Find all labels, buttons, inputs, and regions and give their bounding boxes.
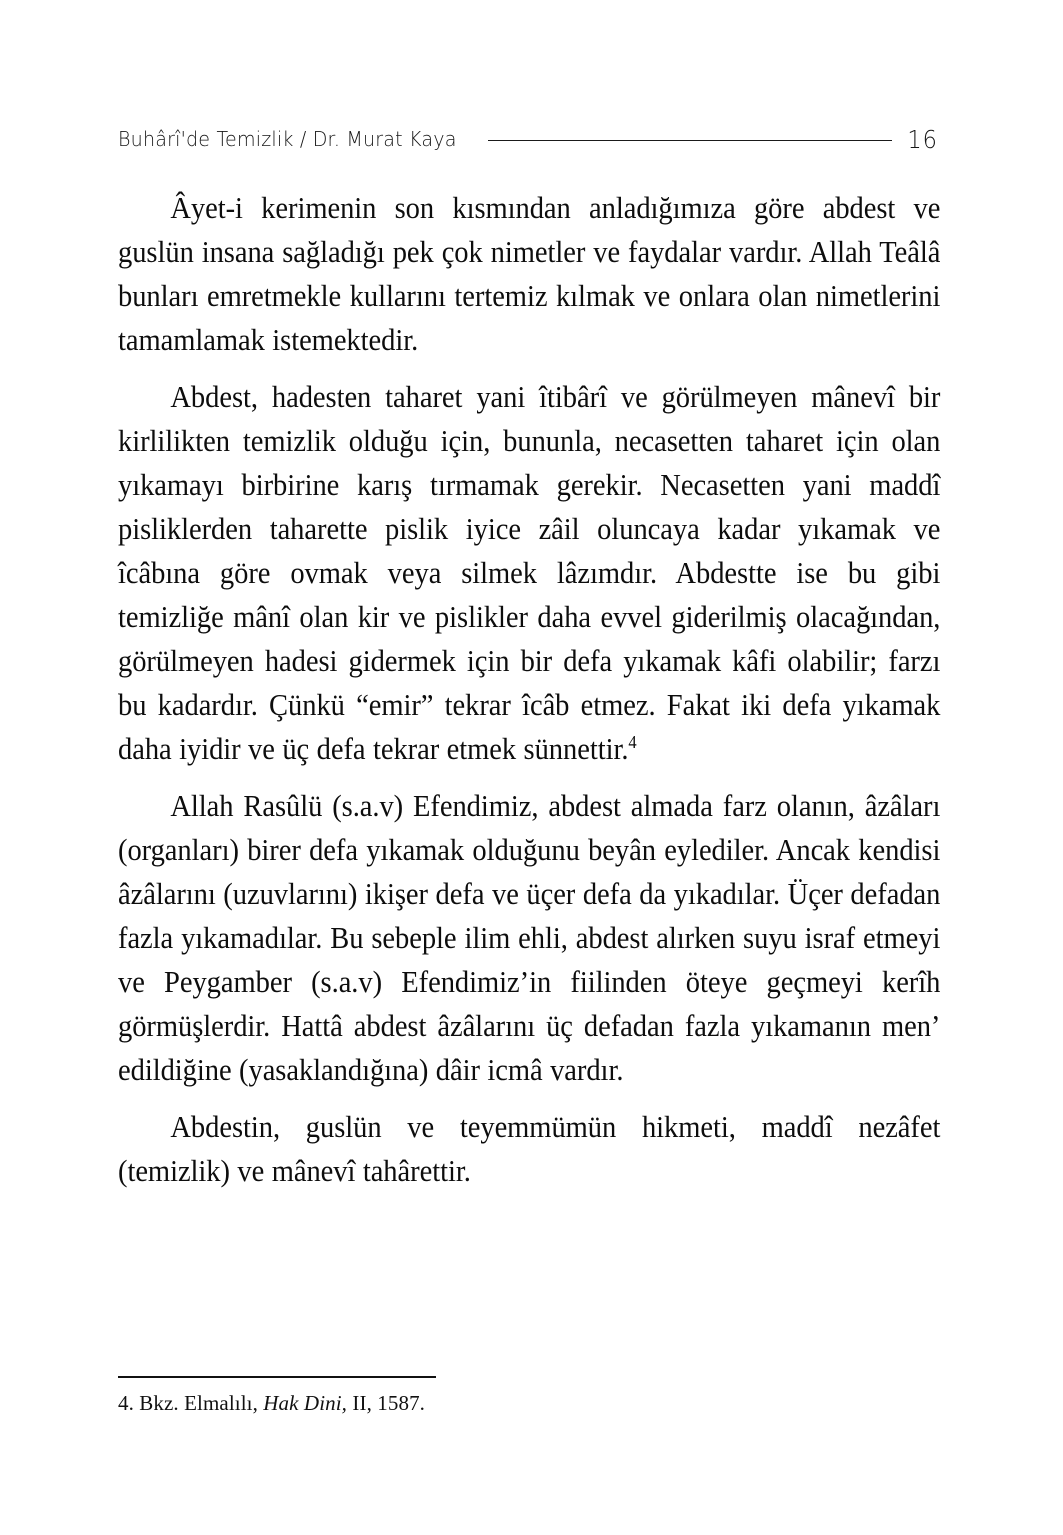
footnote-area bbox=[118, 1376, 940, 1417]
paragraph-3 bbox=[118, 784, 940, 1092]
footnote-suffix: II, 1587. bbox=[347, 1391, 426, 1415]
footnote-prefix: 4. Bkz. Elmalılı, bbox=[118, 1391, 264, 1415]
footnote-source-title: Hak Dini, bbox=[263, 1391, 348, 1415]
paragraph-3-text: Allah Rasûlü (s.a.v) Efendimiz, abdest almada farz olanın, âzâları (organları) birer defa yıkamak olduğunu beyân eylediler. Ancak kendisi âzâlarını (uzuvlarını) ikişer defa ve üçer defa da yıkadılar. Üçer defadan fazla yıkamadılar. Bu sebeple ilim ehli, abdest alırken suyu israf etmeyi ve Peygamber (s.a.v) Efendimiz’in fiilinden öteye geçmeyi kerîh görmüşlerdir. Hattâ abdest âzâlarını üç defadan fazla yıkamanın men’ edildiğine (yasaklandığına) dâir icmâ vardır. bbox=[118, 789, 941, 1087]
paragraph-2-text: Abdest, hadesten taharet yani îtibârî ve görülmeyen mânevî bir kirlilikten temizlik olduğu için, bununla, necasetten taharet için olan yıkamayı birbirine karış tırmamak gerekir. Necasetten yani maddî pisliklerden taharette pislik iyice zâil oluncaya kadar yıkamak ve îcâbına göre ovmak veya silmek lâzımdır. Abdestte ise bu gibi temizliğe mânî olan kir ve pislikler daha evvel giderilmiş olacağından, görülmeyen hadesi gidermek için bir defa yıkamak kâfi olabilir; farzı bu kadardır. Çünkü “emir” tekrar îcâb etmez. Fakat iki defa yıkamak daha iyidir ve üç defa tekrar etmek sünnettir. bbox=[118, 380, 941, 766]
running-head-rule bbox=[488, 140, 892, 141]
footnote-entry-4 bbox=[118, 1390, 940, 1417]
running-head-title: Buhârî'de Temizlik / Dr. Murat Kaya bbox=[118, 126, 457, 151]
paragraph-1 bbox=[118, 186, 940, 362]
paragraph-4 bbox=[118, 1105, 940, 1193]
footnote-separator-rule bbox=[118, 1376, 436, 1378]
footnote-marker-4: 4 bbox=[628, 731, 637, 752]
paragraph-2 bbox=[118, 375, 940, 771]
paragraph-4-text: Abdestin, guslün ve teyemmümün hikmeti, maddî nezâfet (temizlik) ve mânevî tahârettir. bbox=[118, 1110, 941, 1188]
paragraph-1-text: Âyet-i kerimenin son kısmından anladığımıza göre abdest ve guslün insana sağladığı pek çok nimetler ve faydalar vardır. Allah Teâlâ bunları emretmekle kullarını tertemiz kılmak ve onlara olan nimetlerini tamamlamak istemektedir. bbox=[118, 191, 941, 357]
running-head bbox=[118, 118, 938, 160]
body-text bbox=[118, 186, 940, 1193]
page-number: 16 bbox=[907, 124, 938, 154]
